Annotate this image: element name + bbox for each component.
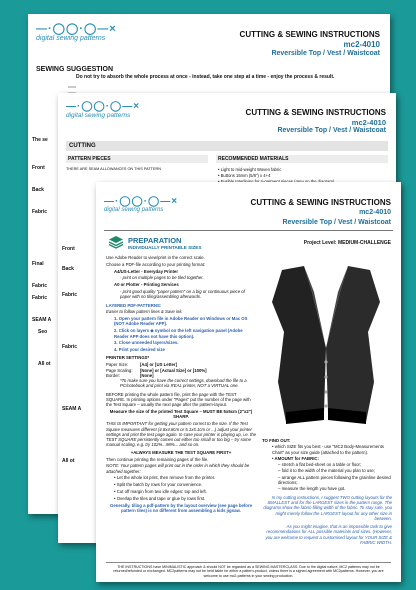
layered-step: 3. Close unneeded layers/sizes. (114, 340, 179, 346)
find-out-title: TO FIND OUT: (262, 438, 291, 443)
format-label: A4/US-Letter - Everyday Printer (114, 268, 178, 274)
printer-settings (106, 362, 256, 378)
format-desc: - print on multiple pages to be tiled together. (120, 275, 204, 281)
list-item: • Buttons 15mm (5/8") x 4+4 (218, 173, 271, 178)
layered-step: 1. Open your pattern file in Adobe Reader on Windows or Mac OS (NOT Adobe Reader APP). (114, 316, 248, 327)
pattern-pieces-header: PATTERN PIECES (66, 155, 208, 163)
edge-label: SEAM A (62, 406, 82, 412)
logo-mark: —·◯◯·◯—× (66, 101, 141, 112)
edge-label: Back (32, 187, 44, 193)
setting-key: Page Scaling: (106, 367, 133, 373)
logo-tagline: digital sewing patterns (36, 35, 106, 42)
jigsaw-note: Generally, tiling a pdf-pattern by the layout overview (see page before pattern tiles) is no different from assembling a kids jigsaw. (110, 502, 252, 513)
always-measure: +ALWAYS MEASURE THE TEST SQUARE FIRST+ (130, 449, 232, 455)
printer-note: *To make sure you have the correct settings, download the file to a PC/notebook and print via REAL printer, NOT a VIRTUAL one. (120, 378, 247, 389)
find-out-item: • which SIZE fits you best - use "MC2 Body-Measurements Chart" as your size guide (attached to the pattern). (272, 444, 384, 455)
list-item: • Light to mid-weight Woven fabric (218, 167, 282, 172)
section-subtitle: INDIVIDUALLY PRINTABLE SIZES (128, 245, 202, 250)
logo-tagline: digital sewing patterns (66, 112, 131, 119)
edge-label: Fabric (62, 344, 78, 350)
page-title: CUTTING & SEWING INSTRUCTIONS (250, 198, 391, 207)
materials-note: As you might imagine, that is an impossible task to give recommendations for ALL possible materials and sizes. (However, you are welcome to request a customised layout for YOUR SIZE & FABRIC WIDTH. (265, 524, 392, 546)
logo-tagline: digital sewing patterns (104, 207, 164, 213)
materials-header: RECOMMENDED MATERIALS (216, 155, 388, 163)
header-rule (104, 230, 393, 231)
setting-key: Border: (106, 372, 121, 378)
brand-logo (66, 101, 140, 119)
layered-step: 4. Print your desired size (114, 347, 165, 353)
pattern-name: Reversible Top / Vest / Waistcoat (277, 127, 386, 134)
section-title: PREPARATION (128, 236, 182, 245)
pattern-code: mc2-4010 (351, 118, 386, 127)
page-footer: THE INSTRUCTIONS have MINIMALISTIC approach & should NOT be regarded as a SEWING MASTERCLASS. Due to the digital nature, MC2 patterns may not be returned/refunded or exchanged. MC2patterns may not be held liable for either a pattern-product, unless there is a signed agreement with MC2patterns. However, you are welcome to use mc2-patterns in your sewing production. (106, 562, 391, 578)
setting-value: [A4] or [US Letter] (140, 362, 178, 368)
continue-line: Then continue printing the remaining pages of the file. (106, 456, 209, 462)
edge-label: Seo (38, 329, 48, 335)
edge-label: All ot (62, 458, 75, 464)
layered-step: 2. Click on layers ◈ symbol on the left navigation panel (Adobe Reader APP does not have this option). (114, 328, 243, 339)
order-note: NOTE: Your pattern pages will print out in the order in which they should be attached together: (106, 463, 250, 474)
logo-mark: —·◯◯·◯—× (36, 23, 117, 35)
edge-label: Fabric (32, 209, 48, 215)
vest-illustration (264, 262, 388, 432)
measure-instruction: Measure the size of the printed Test Square – MUST BE 5x5cm (2"x2") SHARP. (109, 409, 253, 420)
edge-label: The se (32, 137, 48, 143)
brand-logo (104, 196, 178, 213)
format-label: A0 or Plotter - Printing Services (114, 282, 179, 288)
edge-label: Final (32, 261, 44, 267)
edge-label: Front (62, 246, 75, 252)
edge-label: Front (32, 165, 45, 171)
find-out-item: – stretch a flat bed-sheet on a table or floor; (278, 462, 362, 468)
printer-settings-title: PRINTER SETTINGS* (106, 355, 150, 361)
tip: • Split the batch by rows for your convenience. (114, 482, 203, 488)
edge-labels (32, 134, 51, 370)
tip: • Let the whole lot print, then remove from the printer. (114, 475, 216, 481)
tip: • Cut off margin from two idle edges: top and left. (114, 488, 207, 494)
find-out-item: – measure the length you have got. (278, 486, 346, 492)
brand-logo (36, 22, 117, 42)
pattern-code: mc2-4010 (343, 40, 380, 49)
edge-label: Fabric (62, 292, 78, 298)
seam-allowance-note: THERE ARE SEAM ALLOWANCES ON THIS PATTERN (66, 167, 162, 171)
layered-title: LAYERED PDF-PATTERNS: (106, 302, 162, 308)
layered-subtitle: Easier to follow pattern lines & Save ink. (106, 309, 183, 315)
find-out-item: – fold it to the width of the material you plan to use; (278, 468, 375, 474)
instruction-page-preparation (96, 182, 401, 582)
test-square-instructions: BEFORE printing the whole pattern file, print the page with the TEST SQUARE. In printing options under "Pages" put the number of the page with the Test Square – usually the next page after the pattern-layout. (106, 391, 251, 408)
edge-label: All ot (38, 361, 51, 367)
important-note: THIS IS IMPORTANT for getting your pattern correct to the size. If the Test Square measures different (4.8x4.8cm or 5.1x5.1cm or ...) adjust your printer settings and print the test page again. In case your printer is playing up, i.e. the TEST SQUARE persistently comes out either too small or too big – try some manual scaling, e.g. try 102%...98%... and so on. (106, 421, 257, 448)
find-out-item: • AMOUNT for FABRIC: (272, 455, 319, 461)
pattern-code: mc2-4010 (359, 209, 391, 216)
page-title: CUTTING & SEWING INSTRUCTIONS (245, 108, 386, 117)
section-subtitle: Do not try to absorb the whole process at once - instead, take one step at a time - enjoy the process & result. (76, 74, 335, 80)
intro-line: Choose a PDF-file according to your printing format: (106, 261, 206, 267)
tip: • Overlap the tiles and tape or glue by rows first. (114, 495, 206, 501)
cutting-layout-note: In my cutting instructions, I suggest TWO cutting layouts for the SMALLEST and for the LARGEST sizes in the pattern range. The diagrams show the fabric-filling width of the fabric. To stay safe, you might merely follow the LARGEST layout for any other size in between. (263, 494, 392, 521)
pattern-name: Reversible Top / Vest / Waistcoat (271, 50, 380, 57)
edge-labels (62, 243, 81, 467)
section-title: CUTTING (66, 141, 388, 151)
intro-line: Use Adobe Reader to view/print in the correct scale. (106, 255, 205, 260)
find-out-section (262, 438, 392, 546)
pattern-name: Reversible Top / Vest / Waistcoat (282, 219, 391, 226)
page-title: CUTTING & SEWING INSTRUCTIONS (239, 30, 380, 39)
section-title: SEWING SUGGESTION (36, 66, 114, 73)
layers-icon (108, 235, 124, 249)
preparation-instructions (106, 255, 256, 515)
edge-label: Fabric (32, 295, 48, 301)
logo-mark: —·◯◯·◯—× (104, 196, 179, 207)
project-level: Project Level: MEDIUM-CHALLENGE (303, 240, 391, 246)
find-out-item: – arrange ALL pattern pieces following the grainline desired directions; (278, 474, 391, 486)
setting-key: Paper Size: (106, 362, 129, 368)
edge-label: Back (62, 266, 74, 272)
format-desc: - print good quality "paper pattern" on a big or continuous piece of paper with no tiling/assembling afterwards. (120, 288, 245, 300)
setting-value: [None] (140, 372, 154, 378)
edge-label: SEAM A (32, 317, 52, 323)
edge-label: Fabric (32, 283, 48, 289)
setting-value: [None] or [Actual Size] or [100%] (140, 367, 207, 373)
